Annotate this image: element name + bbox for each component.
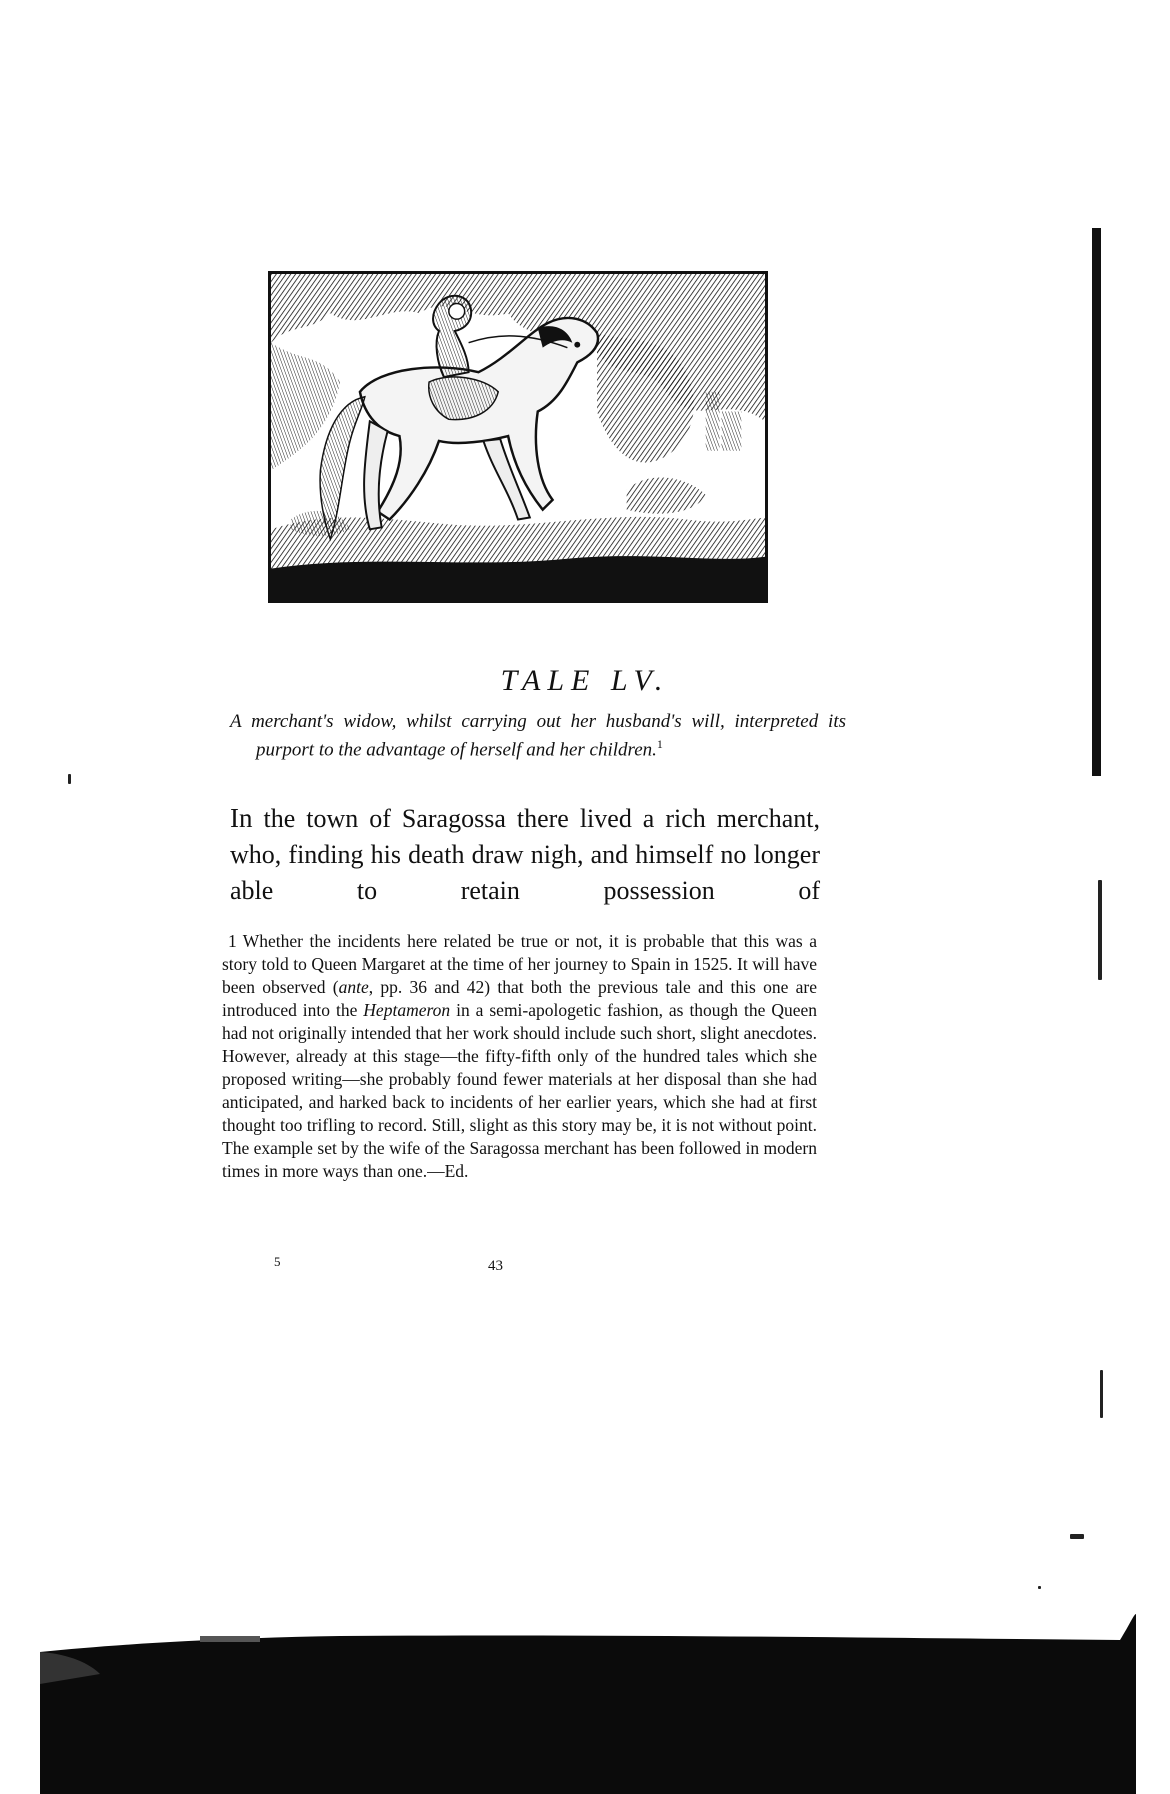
tale-body-text <box>230 800 820 909</box>
footnote-heptameron: Heptameron <box>363 1000 451 1020</box>
footnote-text-part1: Whether the incidents here related be true or not, it is probable that this was a story told to Queen Margaret at the time of her journey to Spain in 1525. It will have been observed ( <box>222 931 817 997</box>
scan-bottom-shadow-shape <box>0 1614 1170 1794</box>
scan-edge-mark <box>1098 880 1102 980</box>
scan-edge-shadow <box>1092 228 1101 776</box>
signature-mark: 5 <box>274 1254 281 1269</box>
scan-bottom-shadow <box>0 1614 1170 1794</box>
engraving-illustration <box>268 271 768 603</box>
tale-argument <box>230 711 846 761</box>
footnote-editor: Ed. <box>444 1161 469 1181</box>
footnote-text-part2: , pp. 36 and 42) that both the previous tale and this one are introduced into the <box>222 977 817 1020</box>
scan-speck <box>68 774 71 784</box>
page-number: 43 <box>488 1258 503 1274</box>
argument-text: A merchant's widow, whilst carrying out her husband's will, interpreted its purport to the advantage of herself and her children. <box>230 711 846 761</box>
scan-speck <box>1070 1534 1084 1539</box>
footnote-ante: ante <box>338 977 369 997</box>
footnote-text-part3: in a semi-apologetic fashion, as though the Queen had not originally intended that her work should include such short, slight anecdotes. However, already at this stage—the fifty-fifth only of the hundred tales which she proposed writing—she probably found fewer materials at her disposal than she had anticipated, and harked back to incidents of her earlier years, which she had at first thought too trifling to record. Still, slight as this story may be, it is not without point. The example set by the wife of the Saragossa merchant has been followed in modern times in more ways than one.— <box>222 1000 818 1181</box>
scan-speck <box>1038 1586 1041 1589</box>
footnote-number: 1 <box>228 931 237 951</box>
tale-title: TALE LV. <box>500 664 670 697</box>
horse-rider-engraving-image <box>271 274 765 600</box>
body-paragraph: the town of Saragossa there lived a rich merchant, who, finding his death draw nigh, and himself no longer able to retain possession of <box>230 804 820 905</box>
scan-edge-mark <box>1100 1370 1103 1418</box>
initial-small-caps: In <box>230 803 253 833</box>
footnote-reference: 1 <box>656 737 663 751</box>
footnote <box>222 930 817 1183</box>
